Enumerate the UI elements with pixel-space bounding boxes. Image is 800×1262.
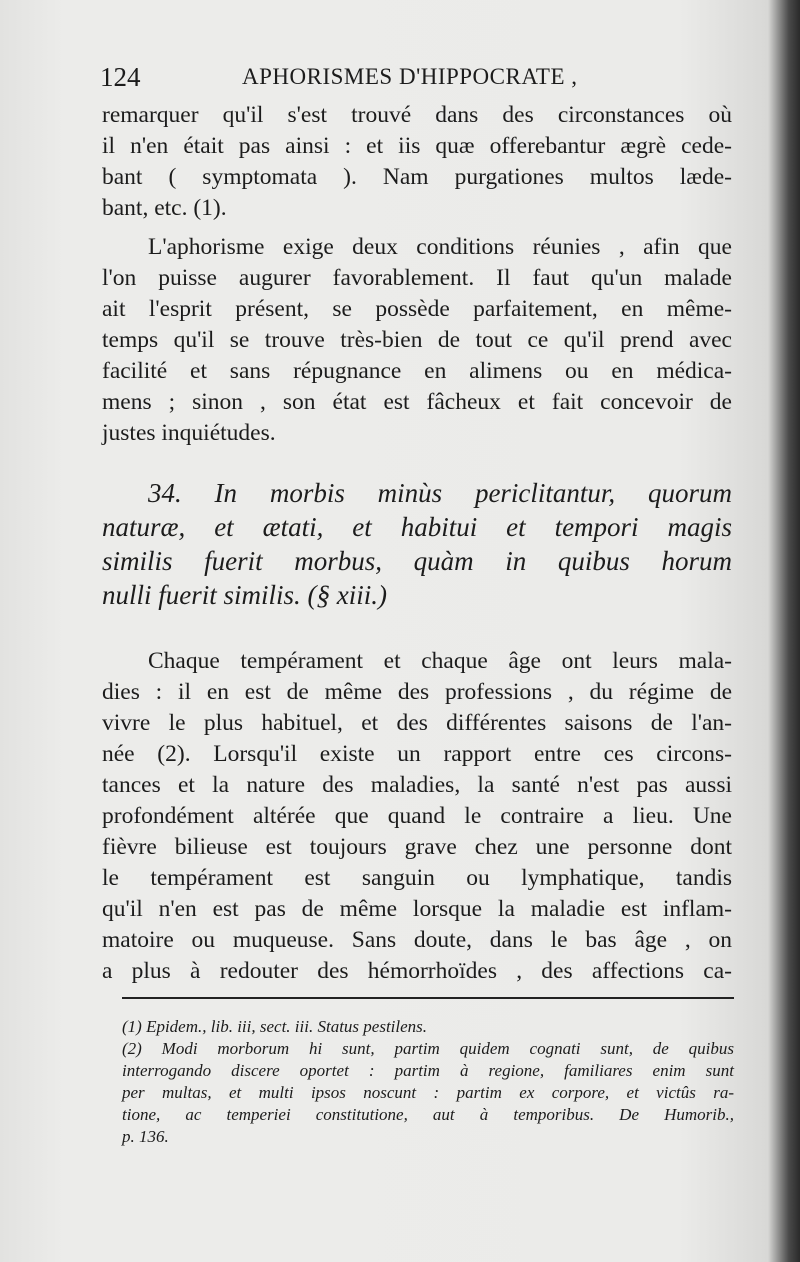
text-line: mens ; sinon , son état est fâcheux et fait concevoir de bbox=[102, 389, 732, 415]
text-line: née (2). Lorsqu'il existe un rapport entre ces circons- bbox=[102, 741, 732, 767]
footnote-line: interrogando discere oportet : partim à regione, familiares enim sunt bbox=[122, 1061, 734, 1080]
text-line: il n'en était pas ainsi : et iis quæ offerebantur ægrè cede- bbox=[102, 133, 732, 159]
text-line: justes inquiétudes. bbox=[102, 420, 276, 446]
text-line: fièvre bilieuse est toujours grave chez une personne dont bbox=[102, 834, 732, 860]
text-line: bant, etc. (1). bbox=[102, 195, 227, 221]
footnotes bbox=[122, 1016, 734, 1148]
text-line: facilité et sans répugnance en alimens ou en médica- bbox=[102, 358, 732, 384]
text-line: a plus à redouter des hémorrhoïdes , des affections ca- bbox=[102, 958, 732, 984]
text-line: vivre le plus habituel, et des différentes saisons de l'an- bbox=[102, 710, 732, 736]
footnote-line: per multas, et multi ipsos noscunt : partim ex corpore, et victûs ra- bbox=[122, 1083, 734, 1102]
text-line: remarquer qu'il s'est trouvé dans des circonstances où bbox=[102, 102, 732, 128]
footnote-line: tione, ac temperiei constitutione, aut à temporibus. De Humorib., bbox=[122, 1105, 734, 1124]
text-line: ait l'esprit présent, se possède parfaitement, en même- bbox=[102, 296, 732, 322]
paragraph-commentary-33 bbox=[102, 232, 732, 449]
text-line: le tempérament est sanguin ou lymphatique, tandis bbox=[102, 865, 732, 891]
text-line: Chaque tempérament et chaque âge ont leurs mala- bbox=[148, 648, 732, 674]
paragraph-continuation bbox=[102, 100, 732, 224]
text-line: bant ( symptomata ). Nam purgationes multos læde- bbox=[102, 164, 732, 190]
text-line: L'aphorisme exige deux conditions réunies , afin que bbox=[148, 234, 732, 260]
text-line: matoire ou muqueuse. Sans doute, dans le bas âge , on bbox=[102, 927, 732, 953]
text-line: temps qu'il se trouve très-bien de tout ce qu'il prend avec bbox=[102, 327, 732, 353]
text-line: dies : il en est de même des professions , du régime de bbox=[102, 679, 732, 705]
text-line: profondément altérée que quand le contraire a lieu. Une bbox=[102, 803, 732, 829]
aphorism-line: similis fuerit morbus, quàm in quibus horum bbox=[102, 546, 732, 576]
aphorism-34 bbox=[102, 476, 732, 612]
running-title: APHORISMES D'HIPPOCRATE , bbox=[242, 64, 578, 89]
text-line: qu'il n'en est pas de même lorsque la maladie est inflam- bbox=[102, 896, 732, 922]
page-number: 124 bbox=[100, 62, 141, 92]
aphorism-line: naturæ, et ætati, et habitui et tempori magis bbox=[102, 512, 732, 542]
footnote-line: p. 136. bbox=[122, 1127, 169, 1146]
text-line: tances et la nature des maladies, la santé n'est pas aussi bbox=[102, 772, 732, 798]
paragraph-commentary-34 bbox=[102, 646, 732, 987]
aphorism-line: 34. In morbis minùs periclitantur, quorum bbox=[148, 478, 732, 508]
aphorism-line: nulli fuerit similis. (§ xiii.) bbox=[102, 580, 387, 610]
text-line: l'on puisse augurer favorablement. Il faut qu'un malade bbox=[102, 265, 732, 291]
footnote-line: (2) Modi morborum hi sunt, partim quidem cognati sunt, de quibus bbox=[122, 1039, 734, 1058]
footnote-divider bbox=[122, 997, 734, 999]
footnote-line: (1) Epidem., lib. iii, sect. iii. Status pestilens. bbox=[122, 1017, 428, 1036]
